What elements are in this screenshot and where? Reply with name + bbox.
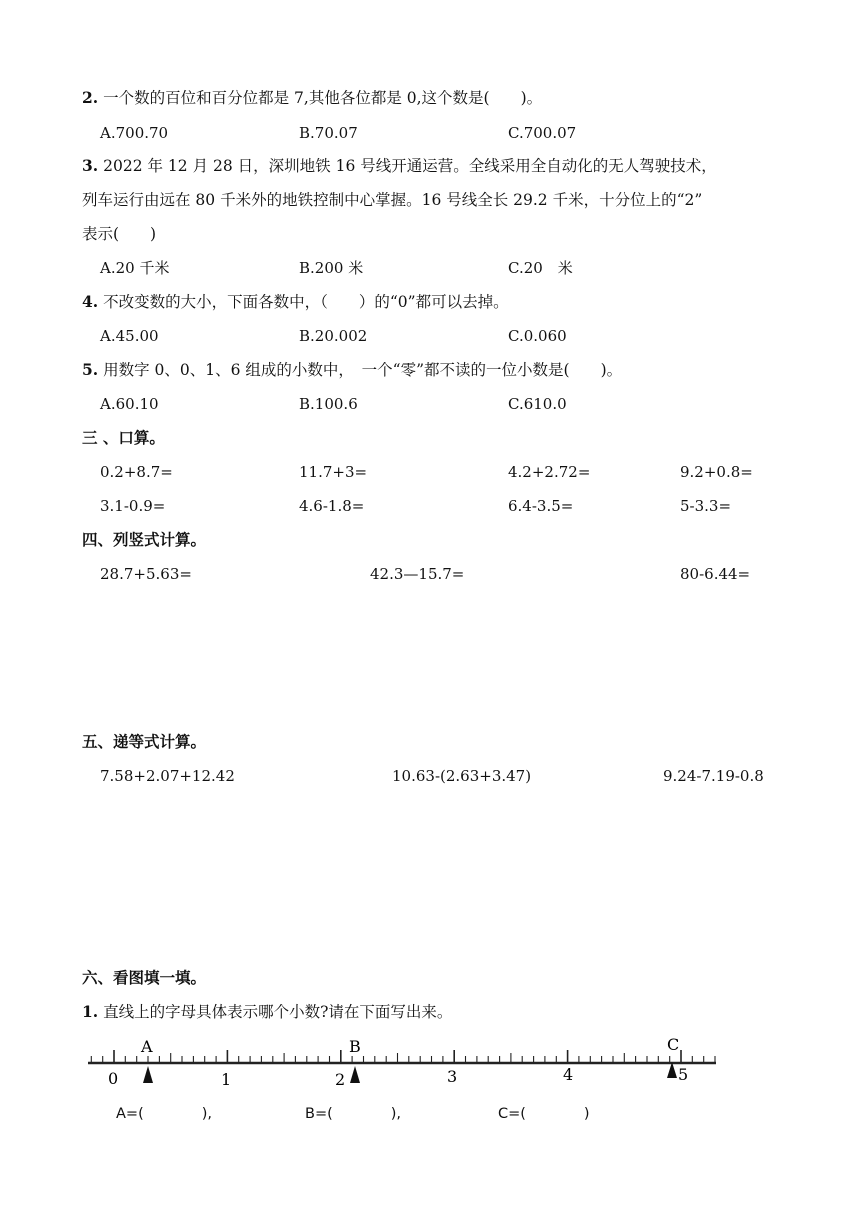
mental-math-item: 0.2+8.7= [100,463,173,481]
step-calc-item: 9.24-7.19-0.8 [663,767,764,785]
mental-math-item: 6.4-3.5= [508,497,574,515]
mental-math-item: 4.6-1.8= [299,497,365,515]
option-a: A.60.10 [100,395,159,413]
tick-label-0: 0 [108,1069,119,1088]
question-text-line3: 表示( ) [82,225,157,243]
option-b: B.70.07 [299,124,358,142]
option-c: C.610.0 [508,395,567,413]
option-a: A.700.70 [100,124,169,142]
answer-a: A=( ), [116,1106,212,1122]
question-6-1 [82,1002,452,1022]
option-c: C.20 米 [508,259,573,277]
pointer-a-icon [143,1066,153,1083]
vertical-calc-item: 80-6.44= [680,565,751,583]
question-text: 不改变数的大小，下面各数中，（ ）的“0”都可以去掉。 [103,293,509,311]
letter-c-label: C [667,1035,680,1054]
number-line-ticks [91,1050,715,1063]
step-calc-item: 10.63-(2.63+3.47) [392,767,532,785]
vertical-calc-item: 42.3—15.7= [370,565,465,583]
step-calc-item: 7.58+2.07+12.42 [100,767,235,785]
option-b: B.200 米 [299,259,364,277]
question-number: 3. [82,156,99,175]
section-3-title: 三 、口算。 [82,428,165,447]
tick-label-2: 2 [335,1070,346,1089]
mental-math-item: 9.2+0.8= [680,463,753,481]
letter-b-label: B [349,1037,361,1056]
mental-math-item: 4.2+2.72= [508,463,591,481]
letter-a-label: A [141,1037,153,1056]
option-b: B.100.6 [299,395,358,413]
question-text: 一个数的百位和百分位都是 7,其他各位都是 0,这个数是( )。 [103,89,543,107]
answer-b: B=( ), [305,1106,402,1122]
question-5 [82,360,622,380]
answer-c: C=( ) [498,1106,590,1122]
question-text: 用数字 0、0、1、6 组成的小数中， 一个“零”都不读的一位小数是( )。 [103,361,623,379]
pointer-c-icon [667,1062,677,1078]
question-2 [82,88,542,108]
section-5-title: 五、递等式计算。 [82,732,207,751]
question-text-line1: 2022 年 12 月 28 日，深圳地铁 16 号线开通运营。全线采用全自动化的无人驾驶技术， [103,157,717,175]
tick-label-4: 4 [563,1065,574,1084]
tick-label-3: 3 [447,1067,458,1086]
tick-label-1: 1 [221,1070,232,1089]
question-text: 直线上的字母具体表示哪个小数?请在下面写出来。 [103,1003,453,1021]
vertical-calc-item: 28.7+5.63= [100,565,192,583]
option-a: A.45.00 [100,327,159,345]
question-3 [82,156,717,176]
mental-math-item: 5-3.3= [680,497,732,515]
pointer-b-icon [350,1066,360,1083]
question-number: 5. [82,360,99,379]
section-6-title: 六、看图填一填。 [82,968,207,987]
question-4 [82,292,509,312]
option-a: A.20 千米 [100,259,170,277]
question-number: 1. [82,1002,99,1021]
option-b: B.20.002 [299,327,368,345]
question-number: 2. [82,88,99,107]
tick-label-5: 5 [678,1065,689,1084]
mental-math-item: 3.1-0.9= [100,497,166,515]
option-c: C.0.060 [508,327,567,345]
option-c: C.700.07 [508,124,577,142]
number-line [0,1030,860,1100]
section-4-title: 四、列竖式计算。 [82,530,207,549]
question-text-line2: 列车运行由远在 80 千米外的地铁控制中心掌握。16 号线全长 29.2 千米，十分位上的“2” [82,191,703,209]
question-number: 4. [82,292,99,311]
mental-math-item: 11.7+3= [299,463,368,481]
